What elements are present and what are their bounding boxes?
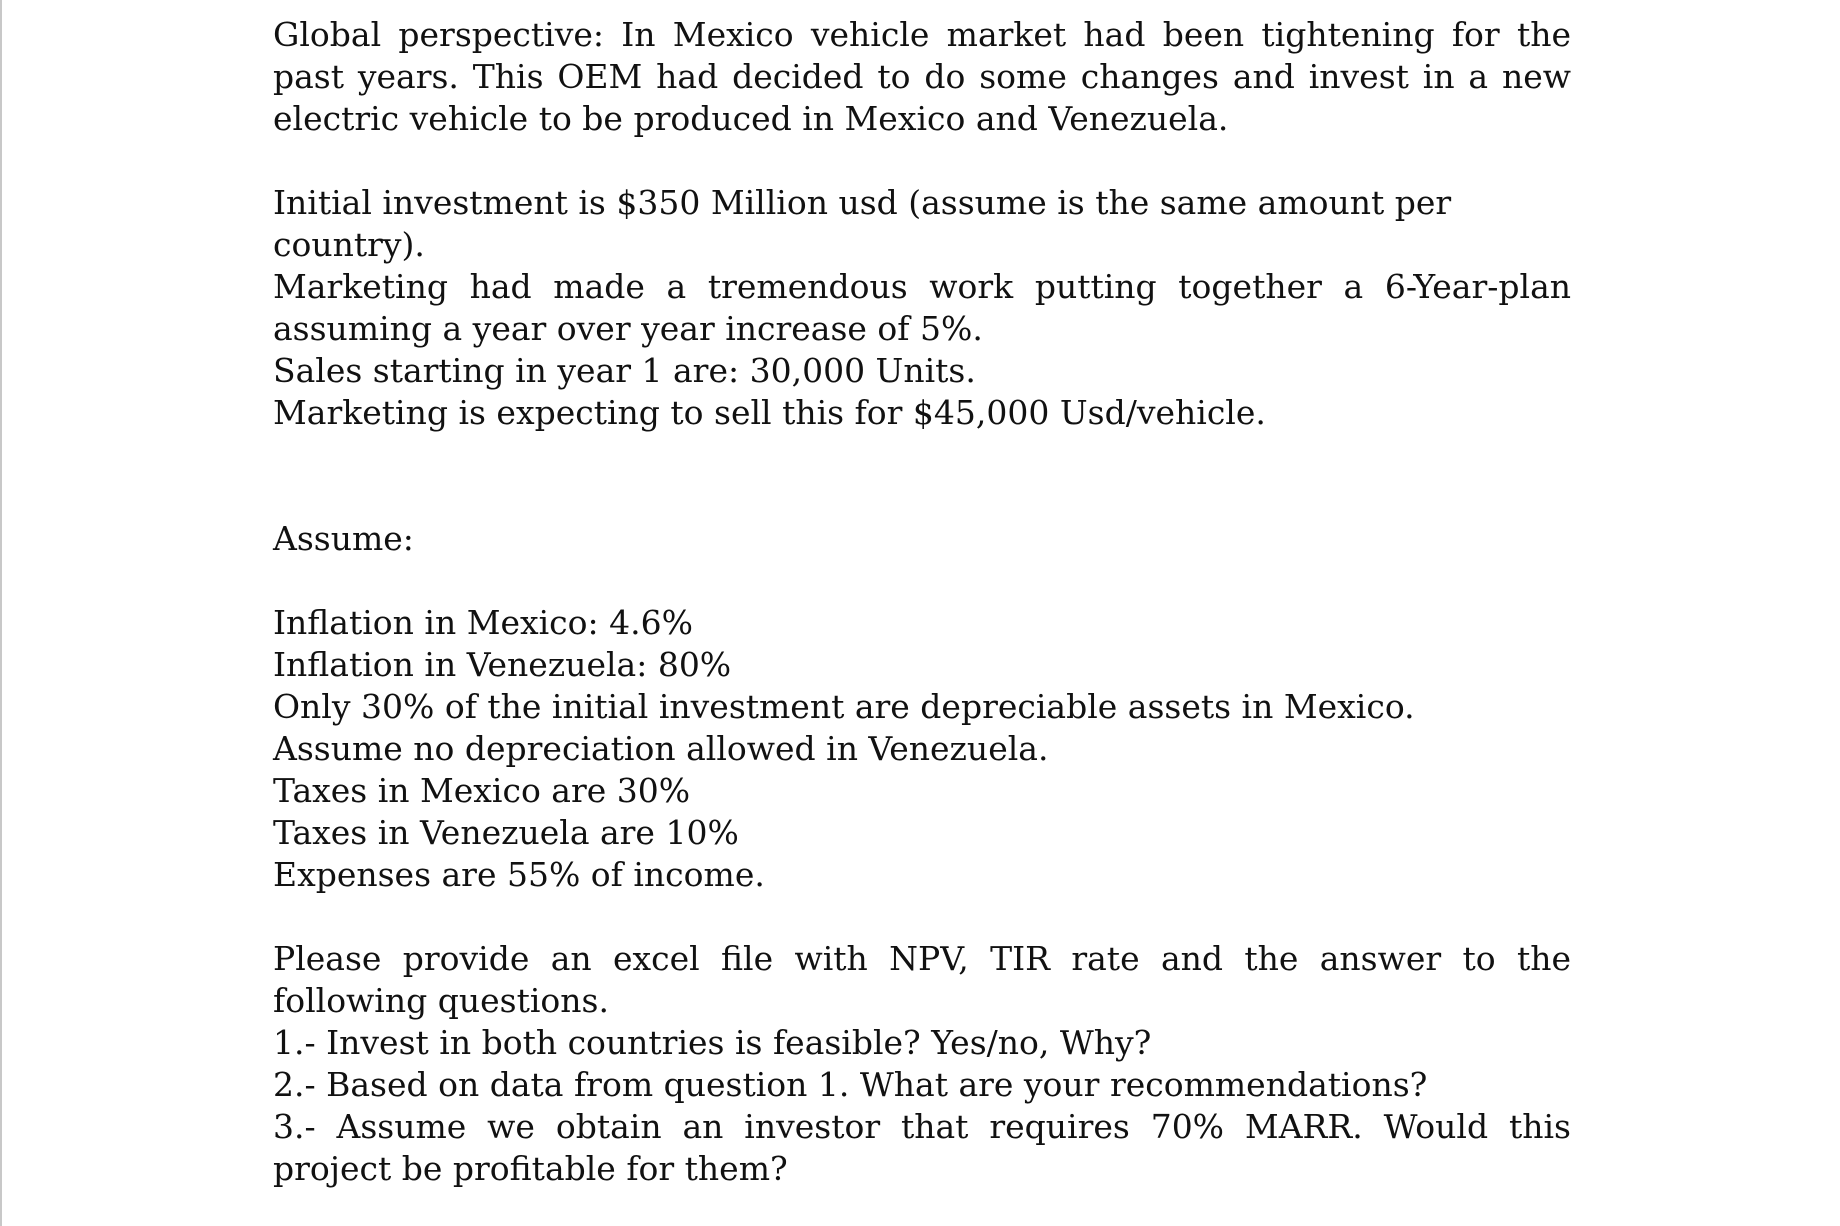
investment-line: Initial investment is $350 Million usd (assume is the same amount per country). xyxy=(273,183,1452,264)
assumption-line: Taxes in Mexico are 30% xyxy=(273,771,691,810)
sales-line: Sales starting in year 1 are: 30,000 Units. xyxy=(273,351,976,390)
question-line: 3.- Assume we obtain an investor that requires 70% MARR. Would this project be profitable for them? xyxy=(273,1107,1571,1188)
assumption-line: Only 30% of the initial investment are depreciable assets in Mexico. xyxy=(273,687,1415,726)
paragraph-spacer xyxy=(273,560,1571,602)
price-line: Marketing is expecting to sell this for $45,000 Usd/vehicle. xyxy=(273,393,1266,432)
assumption-line: Inflation in Venezuela: 80% xyxy=(273,645,732,684)
paragraph-spacer xyxy=(273,896,1571,938)
paragraph-spacer xyxy=(273,476,1571,518)
paragraph-spacer xyxy=(273,140,1571,182)
assumption-line: Taxes in Venezuela are 10% xyxy=(273,813,739,852)
assume-heading: Assume: xyxy=(273,519,414,558)
question-line: 1.- Invest in both countries is feasible? Yes/no, Why? xyxy=(273,1023,1152,1062)
intro-paragraph: Global perspective: In Mexico vehicle market had been tightening for the past years. This OEM had decided to do some changes and invest in a new electric vehicle to be produced in Mexico and Venezuela. xyxy=(273,15,1571,138)
request-paragraph: Please provide an excel file with NPV, TIR rate and the answer to the following questions. xyxy=(273,939,1571,1020)
question-line: 2.- Based on data from question 1. What are your recommendations? xyxy=(273,1065,1428,1104)
document-body xyxy=(273,14,1571,1190)
paragraph-spacer xyxy=(273,434,1571,476)
assumption-line: Inflation in Mexico: 4.6% xyxy=(273,603,693,642)
assumption-line: Expenses are 55% of income. xyxy=(273,855,765,894)
marketing-plan-paragraph: Marketing had made a tremendous work putting together a 6-Year-plan assuming a year over year increase of 5%. xyxy=(273,267,1571,348)
assumption-line: Assume no depreciation allowed in Venezuela. xyxy=(273,729,1049,768)
